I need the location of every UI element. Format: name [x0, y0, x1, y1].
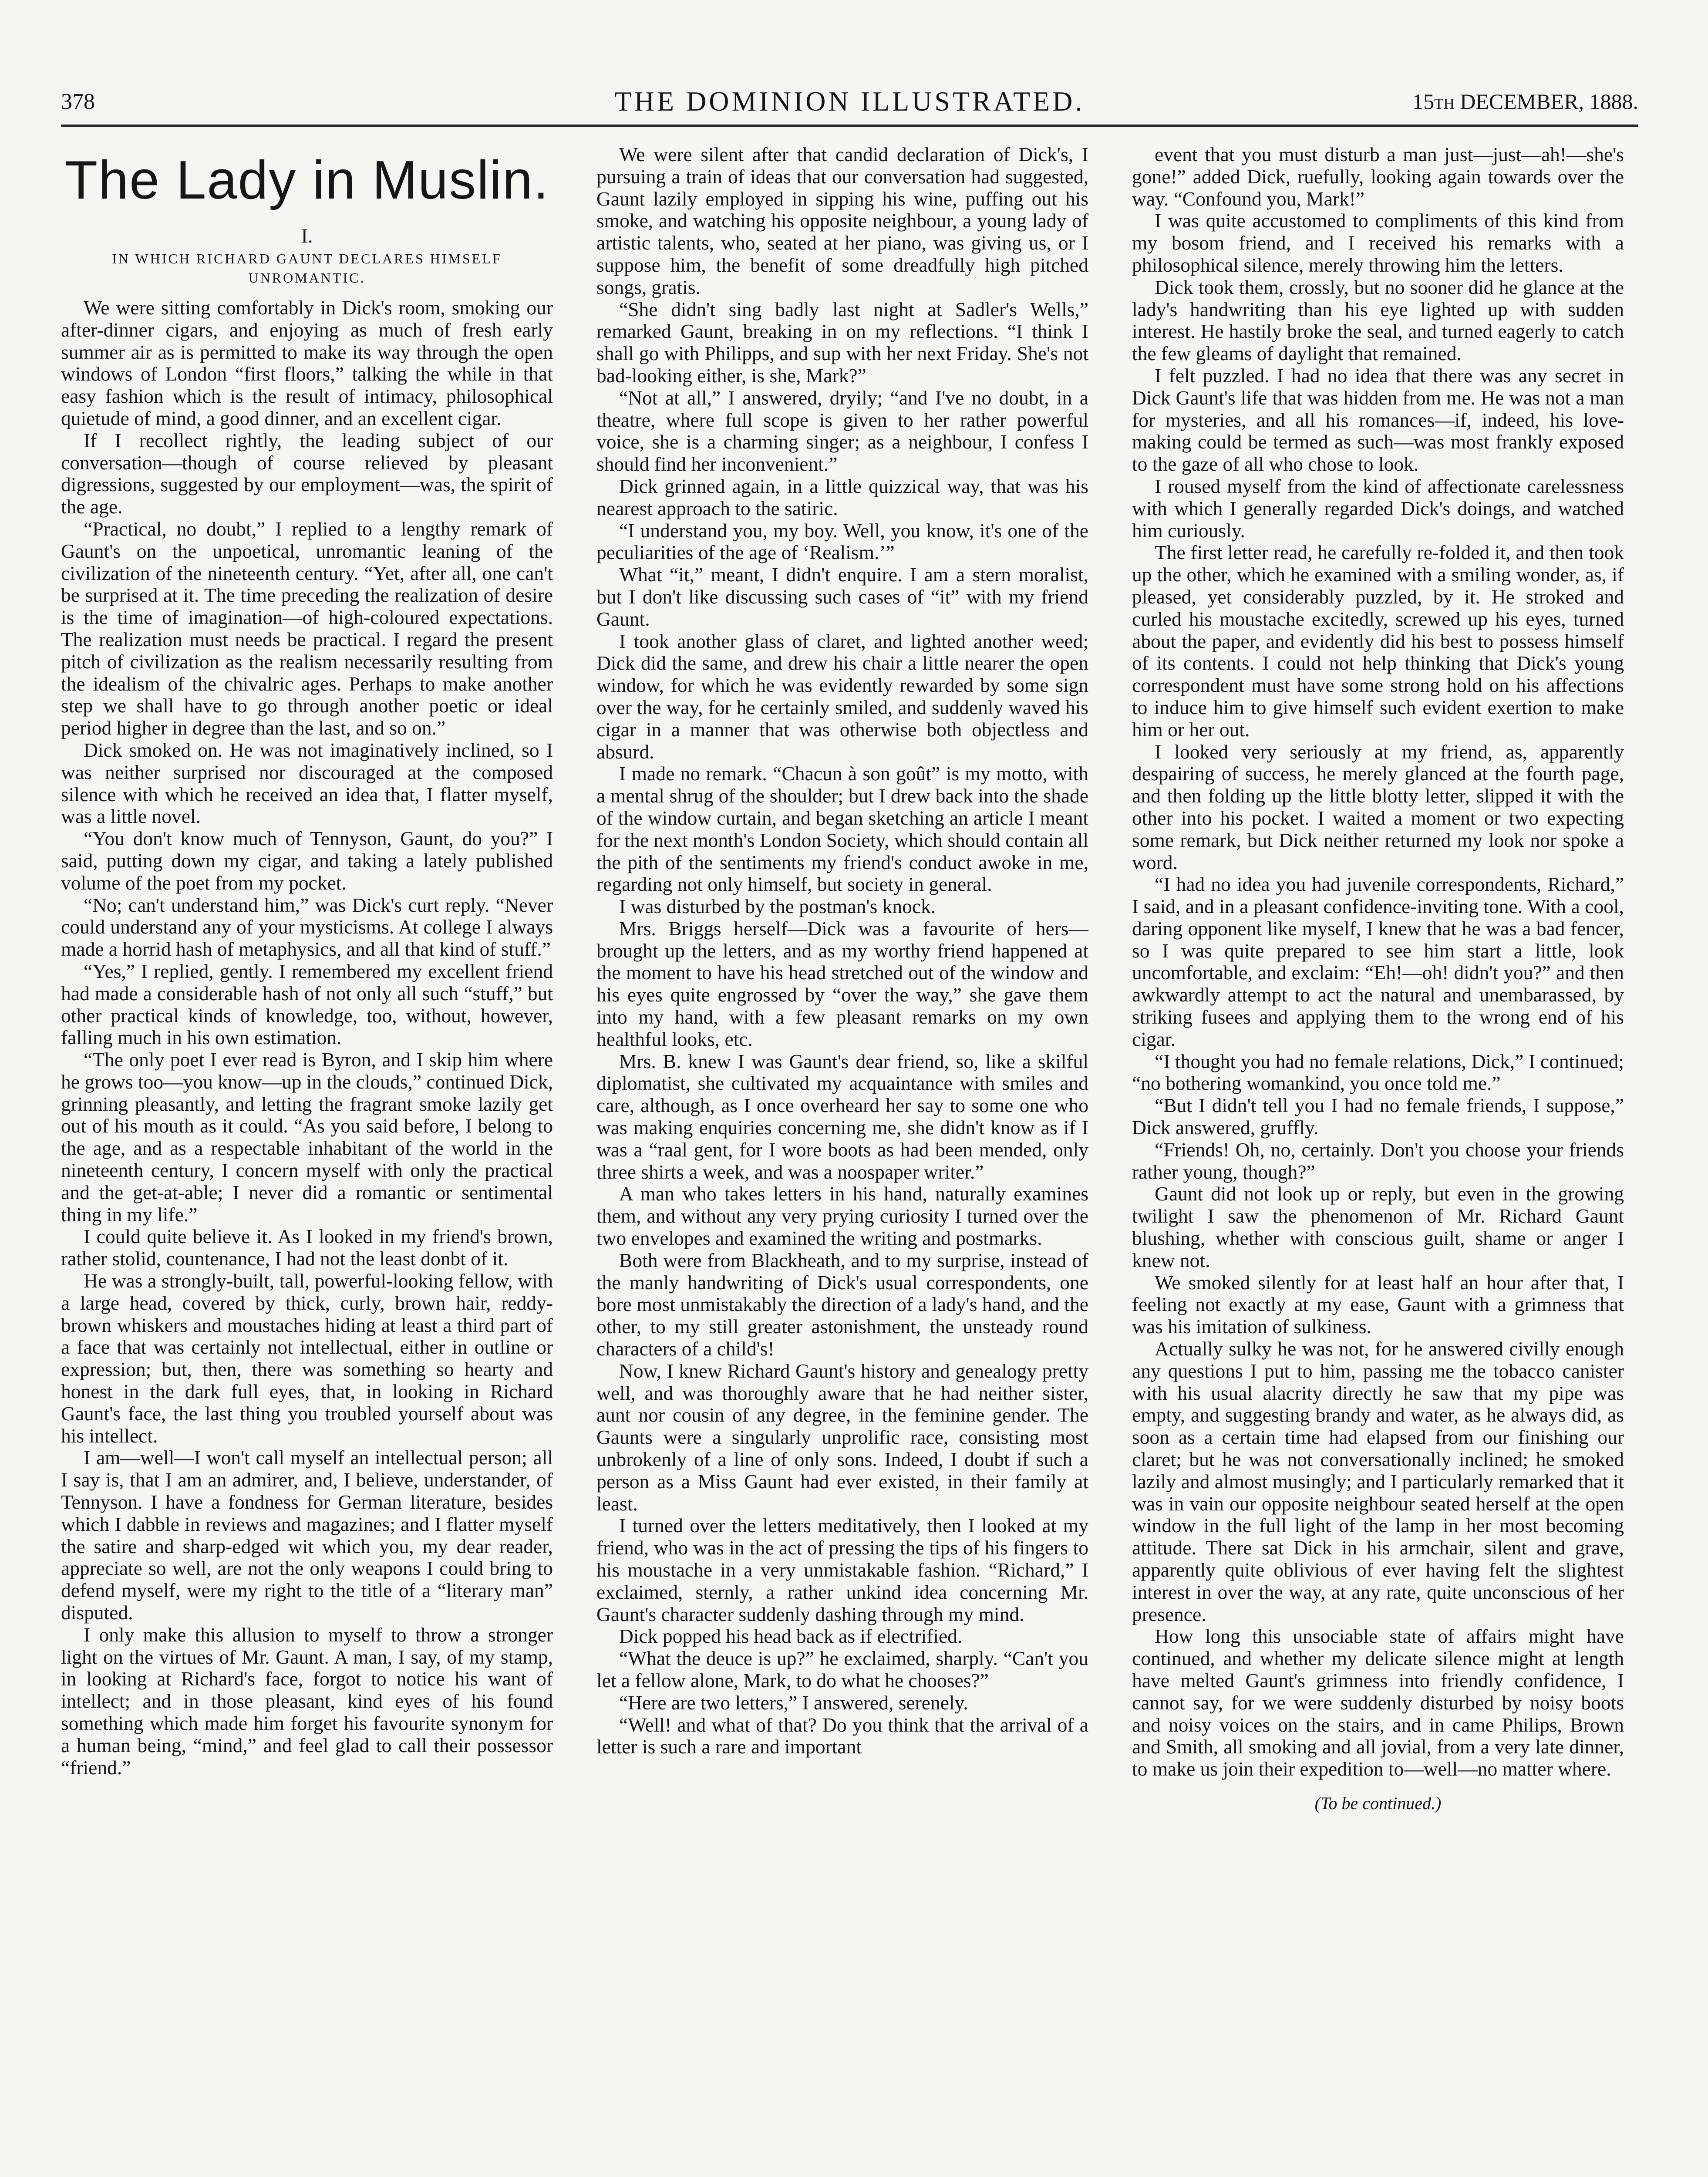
paragraph: I was quite accustomed to compliments of this kind from my bosom friend, and I received his remarks with a philosophical silence, merely throwing him the letters. [1132, 209, 1624, 276]
issue-date: 15th DECEMBER, 1888. [1412, 89, 1638, 114]
paragraph: “She didn't sing badly last night at Sadler's Wells,” remarked Gaunt, breaking in on my reflections. “I think I shall go with Philipps, and sup with her next Friday. She's not bad-looking either, is she, Mark?” [596, 298, 1088, 387]
paragraph: How long this unsociable state of affairs might have continued, and whether my delicate silence might at length have melted Gaunt's grimness into friendly confidence, I cannot say, for we were suddenly disturbed by noisy boots and noisy voices on the stairs, and in came Philips, Brown and Smith, all smoking and all jovial, from a very late dinner, to make us join their expedition to—well—no matter where. [1132, 1625, 1624, 1780]
page-number: 378 [61, 89, 95, 114]
paragraph: event that you must disturb a man just—just—ah!—she's gone!” added Dick, ruefully, looking again towards over the way. “Confound you, Mark!” [1132, 144, 1624, 210]
paragraph: Dick took them, crossly, but no sooner did he glance at the lady's handwriting than his eye lighted up with sudden interest. He hastily broke the seal, and turned eagerly to catch the few gleams of daylight that remained. [1132, 276, 1624, 365]
paragraph: I roused myself from the kind of affectionate carelessness with which I generally regarded Dick's doings, and watched him curiously. [1132, 475, 1624, 542]
paragraph: “Friends! Oh, no, certainly. Don't you choose your friends rather young, though?” [1132, 1138, 1624, 1183]
paragraph: I made no remark. “Chacun à son goût” is my motto, with a mental shrug of the shoulder; but I drew back into the shade of the window curtain, and began sketching an article I meant for the next month's London Society, which should contain all the pith of the sentiments my friend's conduct awoke in me, regarding not only himself, but society in general. [596, 762, 1088, 896]
paragraph: I turned over the letters meditatively, then I looked at my friend, who was in the act of pressing the tips of his fingers to his moustache in a very unmistakable fashion. “Richard,” I exclaimed, sternly, a rather unkind idea concerning Mr. Gaunt's character suddenly dashing through my mind. [596, 1514, 1088, 1625]
paragraph: “What the deuce is up?” he exclaimed, sharply. “Can't you let a fellow alone, Mark, to do what he chooses?” [596, 1647, 1088, 1692]
paragraph: We were silent after that candid declaration of Dick's, I pursuing a train of ideas that our conversation had suggested, Gaunt lazily employed in sipping his wine, puffing out his smoke, and watching his opposite neighbour, a young lady of artistic talents, who, seated at her piano, was giving us, or I suppose him, the benefit of some dreadfully high pitched songs, gratis. [596, 144, 1088, 298]
paragraph: “But I didn't tell you I had no female friends, I suppose,” Dick answered, gruffly. [1132, 1094, 1624, 1139]
paragraph: What “it,” meant, I didn't enquire. I am a stern moralist, but I don't like discussing such cases of “it” with my friend Gaunt. [596, 563, 1088, 630]
paragraph: Dick grinned again, in a little quizzical way, that was his nearest approach to the satiric. [596, 475, 1088, 519]
paragraph: I could quite believe it. As I looked in my friend's brown, rather stolid, countenance, I had not the least donbt of it. [61, 1225, 553, 1270]
column-1-body [61, 297, 553, 1779]
paragraph: “Practical, no doubt,” I replied to a lengthy remark of Gaunt's on the unpoetical, unromantic leaning of the civilization of the nineteenth century. “Yet, after all, one can't be surprised at it. The time preceding the realization of desire is the time of imagination—of high-coloured expectations. The realization must needs be practical. I regard the present pitch of civilization as the realism necessarily resulting from the idealism of the chivalric ages. Perhaps to make another step we shall have to go through another poetic or ideal period higher in degree than the last, and so on.” [61, 517, 553, 739]
paragraph: I only make this allusion to myself to throw a stronger light on the virtues of Mr. Gaunt. A man, I say, of my stamp, in looking at Richard's face, forgot to notice his want of intellect; and in those pleasant, kind eyes of his found something which made him forget his favourite synonym for a human being, “mind,” and feel glad to call their possessor “friend.” [61, 1623, 553, 1779]
paragraph: Gaunt did not look up or reply, but even in the growing twilight I saw the phenomenon of Mr. Richard Gaunt blushing, whether with conscious guilt, shame or anger I knew not. [1132, 1183, 1624, 1271]
chapter-number: I. [301, 225, 313, 247]
text-column-2 [596, 144, 1088, 2177]
paragraph: Dick smoked on. He was not imaginatively inclined, so I was neither surprised nor discouraged at the composed silence with which he received an idea that, I flatter myself, was a little novel. [61, 738, 553, 828]
paragraph: Actually sulky he was not, for he answered civilly enough any questions I put to him, passing me the tobacco canister with his usual alacrity directly he saw that my pipe was empty, and suggesting brandy and water, as he always did, as soon as a certain time had elapsed from our finishing our claret; but he was not conversationally inclined; he smoked lazily and almost musingly; and I particularly remarked that it was in vain our opposite neighbour seated herself at the open window in the full light of the lamp in her most becoming attitude. There sat Dick in his armchair, silent and grave, apparently quite oblivious of ever having felt the slightest interest in over the way, at any rate, quite unconscious of her presence. [1132, 1338, 1624, 1625]
paragraph: Dick popped his head back as if electrified. [619, 1625, 963, 1648]
text-column-3 [1132, 144, 1624, 2177]
paragraph: I looked very seriously at my friend, as, apparently despairing of success, he merely glanced at the fourth page, and then folding up the little blotty letter, slipped it with the other into his pocket. I waited a moment or two expecting some remark, but Dick neither returned my look nor spoke a word. [1132, 740, 1624, 873]
paragraph: The first letter read, he carefully re-folded it, and then took up the other, which he examined with a smiling wonder, as, if pleased, yet considerably puzzled, by it. He stroked and curled his moustache excitedly, screwed up his eyes, turned about the paper, and evidently did his best to possess himself of its contents. I could not help thinking that Dick's young correspondent must have some strong hold on his affections to induce him to give himself such evident exertion to make him or her out. [1132, 541, 1624, 741]
paragraph: Both were from Blackheath, and to my surprise, instead of the manly handwriting of Dick's usual correspondents, one bore most unmistakably the direction of a lady's hand, and the other, to my still greater astonishment, the unsteady round characters of a child's! [596, 1249, 1088, 1360]
column-3-body [1132, 144, 1624, 1780]
paragraph: Mrs. B. knew I was Gaunt's dear friend, so, like a skilful diplomatist, she cultivated my acquaintance with smiles and care, although, as I once overheard her say to some one who was making enquiries concerning me, she didn't know as if I was a “raal gent, for I wore boots as had been mended, only three shirts a week, and was a noospaper writer.” [596, 1050, 1088, 1183]
chapter-heading: IN WHICH RICHARD GAUNT DECLARES HIMSELF UNROMANTIC. [112, 251, 502, 286]
page-header [61, 85, 1638, 127]
paragraph: “Well! and what of that? Do you think that the arrival of a letter is such a rare and important [596, 1713, 1088, 1758]
paragraph: “No; can't understand him,” was Dick's curt reply. “Never could understand any of your mysticisms. At college I always made a horrid hash of metaphysics, and all that kind of stuff.” [61, 893, 553, 960]
to-be-continued-note: (To be continued.) [1314, 1793, 1442, 1813]
column-2-body [596, 144, 1088, 1758]
paragraph: Mrs. Briggs herself—Dick was a favourite of hers—brought up the letters, and as my worthy friend happened at the moment to have his head stretched out of the window and his eyes quite engrossed by “over the way,” she gave them into my hand, with a few pleasant remarks on my own healthful looks, etc. [596, 917, 1088, 1050]
paragraph: I felt puzzled. I had no idea that there was any secret in Dick Gaunt's life that was hidden from me. He was not a man for mysteries, and all his romances—if, indeed, his love-making could be termed as such—was most frankly exposed to the gaze of all who chose to look. [1132, 364, 1624, 475]
paragraph: “Here are two letters,” I answered, serenely. [619, 1691, 968, 1714]
paragraph: “The only poet I ever read is Byron, and I skip him where he grows too—you know—up in the clouds,” continued Dick, grinning pleasantly, and letting the fragrant smoke lazily get out of his mouth as it could. “As you said before, I belong to the age, and as a respectable inhabitant of the world in the nineteenth century, I concern myself with only the practical and the get-at-able; I never did a romantic or sentimental thing in my life.” [61, 1048, 553, 1226]
journal-title: THE DOMINION ILLUSTRATED. [614, 86, 1085, 117]
text-column-1 [61, 144, 553, 2177]
paragraph: “You don't know much of Tennyson, Gaunt, do you?” I said, putting down my cigar, and taking a lately published volume of the poet from my pocket. [61, 827, 553, 894]
story-title: The Lady in Muslin. [64, 150, 549, 210]
paragraph: I was disturbed by the postman's knock. [619, 895, 936, 918]
paragraph: If I recollect rightly, the leading subject of our conversation—though of course relieved by pleasant digressions, suggested by our employment—was, the spirit of the age. [61, 429, 553, 518]
paragraph: Now, I knew Richard Gaunt's history and genealogy pretty well, and was thoroughly aware that he had neither sister, aunt nor cousin of any degree, in the feminine gender. The Gaunts were a singularly unprolific race, consisting most unbrokenly of a line of only sons. Indeed, I doubt if such a person as a Miss Gaunt had ever existed, in their family at least. [596, 1359, 1088, 1515]
paragraph: I took another glass of claret, and lighted another weed; Dick did the same, and drew his chair a little nearer the open window, for which he was evidently rewarded by some sign over the way, for he certainly smiled, and suddenly waved his cigar in a manner that was otherwise both objectless and absurd. [596, 630, 1088, 763]
paragraph: He was a strongly-built, tall, powerful-looking fellow, with a large head, covered by thick, curly, brown hair, reddy-brown whiskers and moustaches hiding at least a third part of a face that was certainly not intellectual, either in outline or expression; but, then, there was something so hearty and honest in the dark full eyes, that, in looking in Richard Gaunt's face, the last thing you troubled yourself about was his intellect. [61, 1270, 553, 1447]
paragraph: “Not at all,” I answered, dryily; “and I've no doubt, in a theatre, where full scope is given to her rather powerful voice, she is a charming singer; as a neighbour, I confess I should find her inconvenient.” [596, 386, 1088, 475]
paragraph: “Yes,” I replied, gently. I remembered my excellent friend had made a considerable hash of not only all such “stuff,” but other practical kinds of knowledge, too, without, however, falling much in his own estimation. [61, 960, 553, 1049]
paragraph: “I had no idea you had juvenile correspondents, Richard,” I said, and in a pleasant confidence-inviting tone. With a cool, daring opponent like myself, I knew that he was a bad fencer, so I was quite prepared to see him start a little, look uncomfortable, and exclaim: “Eh!—oh! didn't you?” and then awkwardly attempt to act the natural and unembarassed, by striking fusees and applying them to the wrong end of his cigar. [1132, 873, 1624, 1050]
paragraph: “I understand you, my boy. Well, you know, it's one of the peculiarities of the age of ‘Realism.’” [596, 519, 1088, 564]
paragraph: “I thought you had no female relations, Dick,” I continued; “no bothering womankind, you once told me.” [1132, 1050, 1624, 1095]
paragraph: A man who takes letters in his hand, naturally examines them, and without any very prying curiosity I turned over the two envelopes and examined the writing and postmarks. [596, 1183, 1088, 1250]
paragraph: We smoked silently for at least half an hour after that, I feeling not exactly at my ease, Gaunt with a grimness that was his imitation of sulkiness. [1132, 1271, 1624, 1338]
paragraph: We were sitting comfortably in Dick's room, smoking our after-dinner cigars, and enjoying as much of fresh early summer air as is permitted to make its way through the open windows of London “first floors,” talking the while in that easy fashion which is the result of intimacy, philosophical quietude of mind, a good dinner, and an excellent cigar. [61, 297, 553, 429]
paragraph: I am—well—I won't call myself an intellectual person; all I say is, that I am an admirer, and, I believe, understander, of Tennyson. I have a fondness for German literature, besides which I dabble in reviews and magazines; and I flatter myself the satire and sharp-edged wit which you, my dear reader, appreciate so well, are not the only weapons I could bring to defend myself, were my right to the title of a “literary man” disputed. [61, 1446, 553, 1624]
